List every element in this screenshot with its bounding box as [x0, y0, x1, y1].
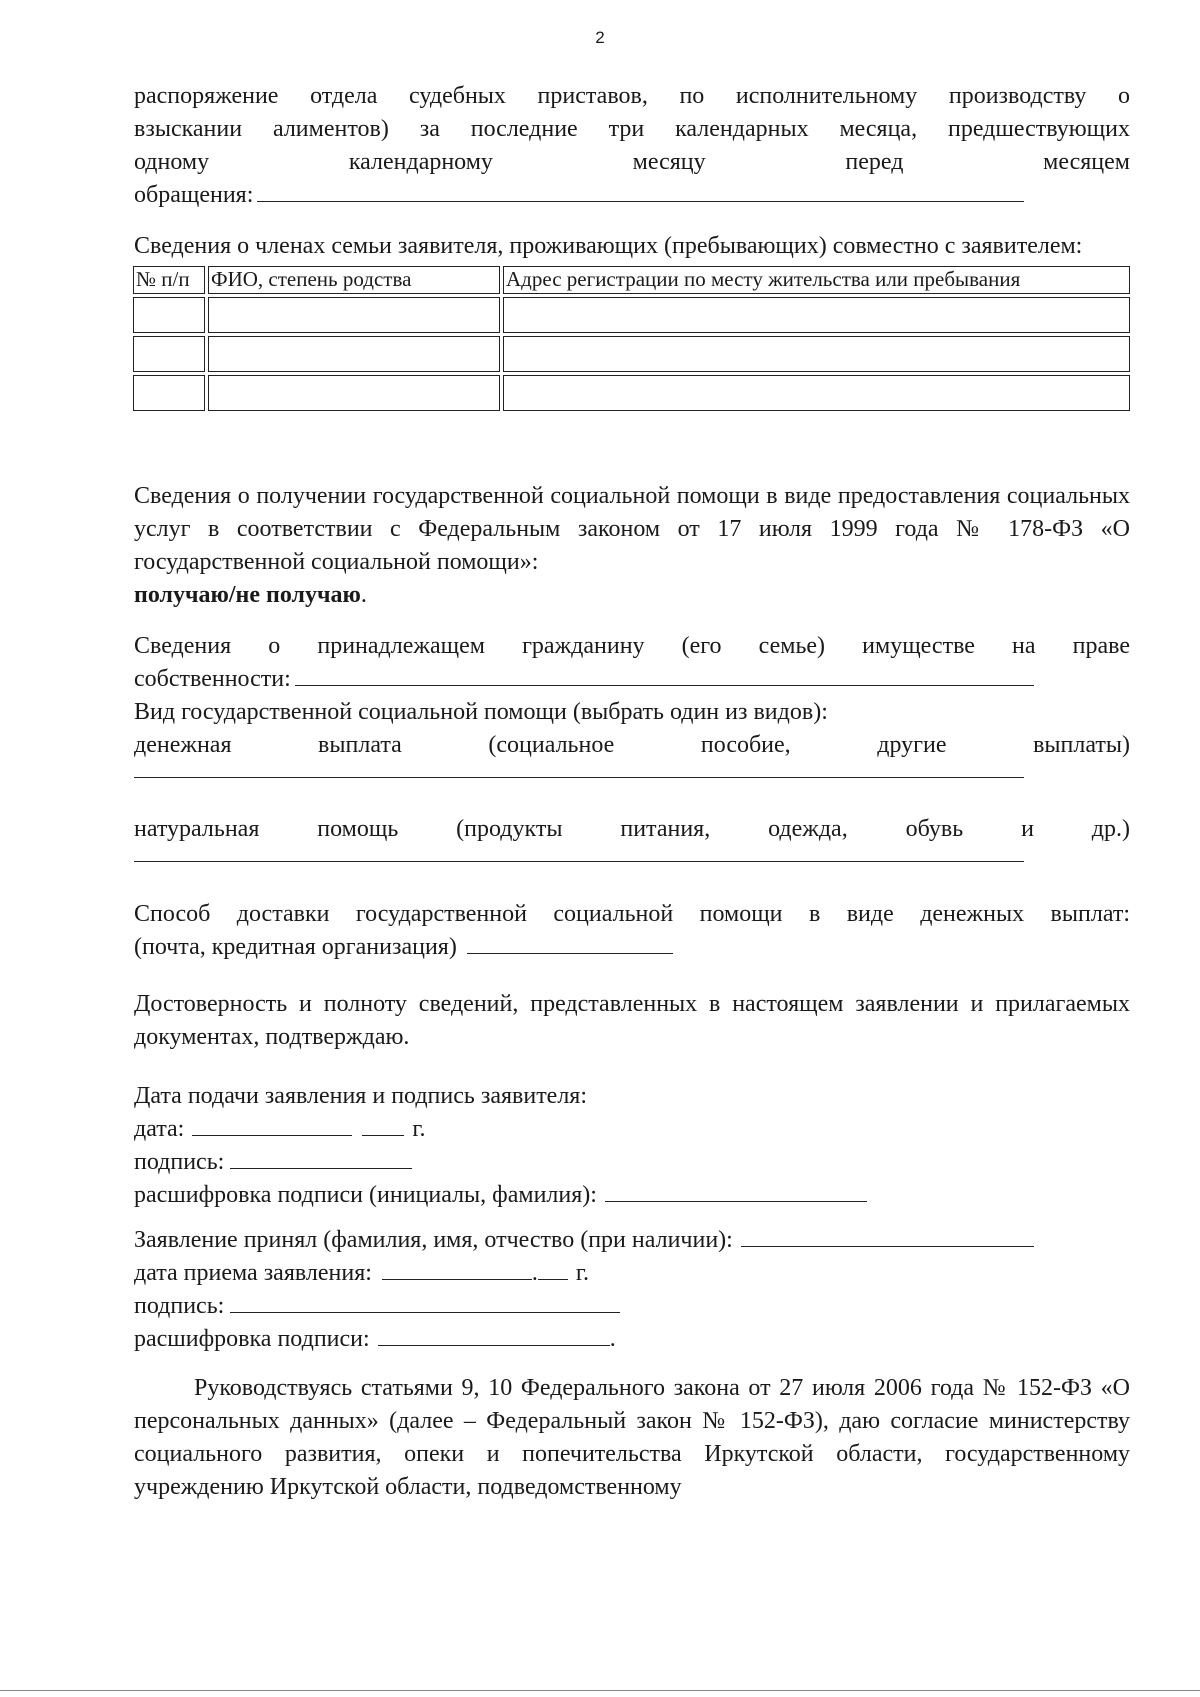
social-help-choice-line [134, 579, 1130, 612]
cell-name[interactable] [208, 297, 500, 333]
social-help-section [134, 480, 1130, 612]
cell-address[interactable] [503, 336, 1130, 372]
cell-number[interactable] [133, 375, 205, 411]
receiver-year-suffix: г. [575, 1260, 590, 1286]
applicant-year-field[interactable] [362, 1113, 404, 1136]
cell-address[interactable] [503, 375, 1130, 411]
applicant-year-suffix: г. [412, 1116, 426, 1142]
applicant-sign-line [134, 1146, 1130, 1179]
receiver-decode-end: . [609, 1326, 616, 1352]
receiver-date-line [134, 1257, 1130, 1290]
receiver-accepted-line [134, 1224, 1034, 1257]
confirm-text: Достоверность и полноту сведений, представленных в настоящем заявлении и прилагаемых документах, подтверждаю. [134, 991, 1130, 1050]
consent-section [134, 1372, 1130, 1504]
column-header-address: Адрес регистрации по месту жительства или пребывания [503, 266, 1130, 294]
column-header-number: № п/п [133, 266, 205, 294]
property-line-1: Сведения о принадлежащем гражданину (его семье) имуществе на праве [134, 633, 1130, 659]
intro-line-1: распоряжение отдела судебных приставов, по исполнительному производству о [134, 83, 1130, 109]
consent-text: Руководствуясь статьями 9, 10 Федерального закона от 27 июля 2006 года № 152-ФЗ «О персональных данных» (далее – Федеральный закон № 152-ФЗ), даю согласие министерству социального развития, опеки и попечительства Иркутской области, государственному учреждению Иркутской области, подведомственному [134, 1375, 1130, 1500]
cell-name[interactable] [208, 375, 500, 411]
applicant-date-field[interactable] [192, 1113, 352, 1136]
applicant-sign-field[interactable] [230, 1146, 412, 1169]
cell-name[interactable] [208, 336, 500, 372]
receiver-decode-field[interactable] [378, 1323, 610, 1346]
applicant-section [134, 1080, 1130, 1212]
delivery-section [134, 898, 1130, 964]
applicant-decode-line [134, 1179, 1130, 1212]
table-row [133, 336, 1130, 372]
appeal-field[interactable] [257, 179, 1024, 202]
receiver-date-field[interactable] [382, 1257, 532, 1280]
property-section [134, 630, 1130, 778]
receiver-accepted-label: Заявление принял (фамилия, имя, отчество (при наличии): [134, 1227, 733, 1253]
property-label: собственности: [134, 666, 291, 692]
family-table-header [133, 266, 1130, 294]
page-number: 2 [595, 28, 605, 47]
delivery-field[interactable] [467, 931, 673, 954]
natural-help-section [134, 813, 1130, 862]
receiver-decode-label: расшифровка подписи: [134, 1326, 370, 1352]
cell-number[interactable] [133, 297, 205, 333]
receiver-sign-line [134, 1290, 1130, 1323]
receiver-section [134, 1224, 1130, 1356]
intro-line-3: одному календарному месяцу перед месяцем [134, 149, 1130, 175]
receiver-date-dot: . [531, 1260, 538, 1286]
receiver-accepted-field[interactable] [741, 1224, 1034, 1247]
applicant-heading: Дата подачи заявления и подпись заявителя: [134, 1083, 588, 1109]
applicant-decode-field[interactable] [605, 1179, 867, 1202]
applicant-date-label: дата: [134, 1116, 185, 1142]
receiver-sign-field[interactable] [230, 1290, 620, 1313]
social-help-text: Сведения о получении государственной социальной помощи в виде предоставления социальных услуг в соответствии с Федеральным законом от 17 июля 1999 года № 178-ФЗ «О государственной социальной помощи»: [134, 483, 1130, 575]
property-field[interactable] [295, 663, 1034, 686]
money-payment-option[interactable]: денежная выплата (социальное пособие, другие выплаты) [134, 732, 1130, 758]
intro-line-4 [134, 179, 1024, 212]
delivery-line-1: Способ доставки государственной социальной помощи в виде денежных выплат: [134, 901, 1130, 927]
table-row [133, 297, 1130, 333]
applicant-sign-label: подпись: [134, 1149, 225, 1175]
intro-line-2: взыскании алиментов) за последние три календарных месяца, предшествующих [134, 116, 1130, 142]
family-heading: Сведения о членах семьи заявителя, проживающих (пребывающих) совместно с заявителем: [134, 233, 1083, 259]
delivery-label: (почта, кредитная организация) [134, 934, 457, 960]
cell-number[interactable] [133, 336, 205, 372]
page-bottom-edge [0, 1690, 1200, 1691]
applicant-decode-label: расшифровка подписи (инициалы, фамилия): [134, 1182, 597, 1208]
column-header-name: ФИО, степень родства [208, 266, 500, 294]
social-help-choice-end: . [360, 582, 367, 608]
family-section [134, 230, 1130, 414]
family-table [130, 263, 1133, 414]
receiver-date-label: дата приема заявления: [134, 1260, 372, 1286]
receiver-year-field[interactable] [538, 1257, 568, 1280]
natural-help-field[interactable] [134, 860, 1024, 862]
table-row [133, 375, 1130, 411]
natural-help-option[interactable]: натуральная помощь (продукты питания, одежда, обувь и др.) [134, 816, 1130, 842]
confirm-section [134, 988, 1130, 1054]
money-payment-field[interactable] [134, 776, 1024, 778]
social-help-choice[interactable]: получаю/не получаю [134, 582, 361, 608]
appeal-label: обращения: [134, 182, 254, 208]
receiver-decode-line [134, 1323, 1130, 1356]
applicant-date-line [134, 1113, 1130, 1146]
cell-address[interactable] [503, 297, 1130, 333]
intro-section [134, 80, 1130, 212]
delivery-line-2 [134, 931, 1130, 964]
help-type-label: Вид государственной социальной помощи (выбрать один из видов): [134, 699, 828, 725]
property-line-2 [134, 663, 1034, 696]
receiver-sign-label: подпись: [134, 1293, 225, 1319]
